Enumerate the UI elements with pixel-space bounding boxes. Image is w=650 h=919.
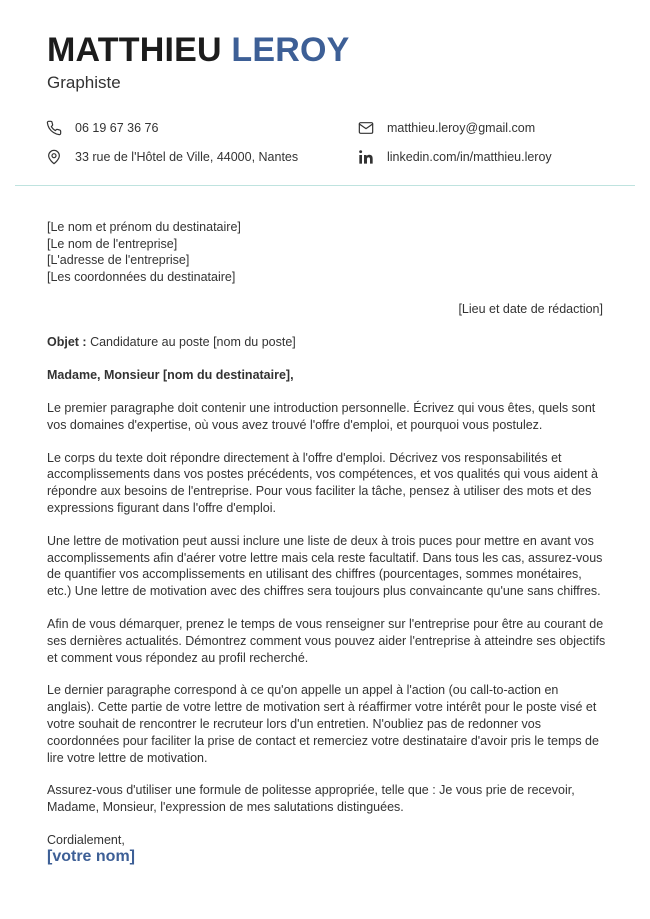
last-name: LEROY (231, 31, 350, 69)
header (47, 30, 350, 93)
paragraph-call-to-action: Le dernier paragraphe correspond à ce qu'on appelle un appel à l'action (ou call-to-action en anglais). Cette partie de votre lettre de motivation sert à réaffirmer votre intérêt pour le poste visé et votre souhait de rencontrer le recruteur lors d'un entretien. N'oubliez pas de redonner vos coordonnées pour faciliter la prise de contact et remerciez votre destinataire d'avoir pris le temps de lire votre lettre de motivation. (47, 683, 599, 765)
job-title: Graphiste (47, 73, 121, 92)
recipient-block (47, 219, 241, 285)
linkedin-text[interactable]: linkedin.com/in/matthieu.leroy (387, 150, 552, 164)
recipient-name: [Le nom et prénom du destinataire] (47, 220, 241, 234)
salutation: Madame, Monsieur [nom du destinataire], (47, 368, 294, 382)
recipient-company-address: [L'adresse de l'entreprise] (47, 253, 190, 267)
paragraph-politeness: Assurez-vous d'utiliser une formule de politesse appropriée, telle que : Je vous prie de recevoir, Madame, Monsieur, l'expression de mes salutations distinguées. (47, 783, 575, 815)
signature: [votre nom] (47, 848, 135, 865)
contact-email (358, 120, 535, 136)
mail-icon (358, 120, 374, 136)
object-line (47, 335, 296, 349)
email-text[interactable]: matthieu.leroy@gmail.com (387, 121, 536, 135)
contact-linkedin (358, 149, 552, 165)
paragraph-accomplishments: Une lettre de motivation peut aussi inclure une liste de deux à trois puces pour mettre en avant vos accomplissements afin d'aérer votre lettre mais cela reste facultatif. Dans tous les cas, assurez-vous de quantifier vos accomplissements en utilisant des chiffres (pourcentages, sommes monétaires, etc.) Une lettre de motivation avec des chiffres sera toujours plus convaincante qu'une sans chiffres. (47, 533, 603, 599)
first-name: MATTHIEU (47, 31, 222, 69)
letter-body (47, 400, 607, 865)
paragraph-intro: Le premier paragraphe doit contenir une introduction personnelle. Écrivez qui vous êtes, quels sont vos domaines d'expertise, où vous avez trouvé l'offre d'emploi, et pourquoi vous postulez. (47, 401, 596, 432)
contact-phone (46, 120, 158, 136)
object-text: Candidature au poste [nom du poste] (86, 335, 296, 349)
paragraph-research: Afin de vous démarquer, prenez le temps de vous renseigner sur l'entreprise pour être au courant de ses dernières actualités. Démontrez comment vous pouvez aider l'entreprise à atteindre ses objectifs et comment vous répondez au profil recherché. (47, 616, 606, 665)
contact-address (46, 149, 298, 165)
date-place: [Lieu et date de rédaction] (458, 302, 603, 316)
recipient-company: [Le nom de l'entreprise] (47, 236, 178, 251)
recipient-contact: [Les coordonnées du destinataire] (47, 269, 236, 284)
address-text: 33 rue de l'Hôtel de Ville, 44000, Nantes (75, 150, 299, 164)
linkedin-icon (358, 149, 374, 165)
full-name (47, 30, 350, 70)
phone-text: 06 19 67 36 76 (75, 121, 159, 135)
location-pin-icon (46, 149, 62, 165)
phone-icon (46, 120, 62, 136)
paragraph-body: Le corps du texte doit répondre directement à l'offre d'emploi. Décrivez vos responsabilités et accomplissements dans vos postes précédents, vos compétences, et vos qualités qui vous aident à répondre aux besoins de l'entreprise. Pour vous faciliter la tâche, pensez à utiliser des mots et des expressions figurant dans l'offre d'emploi. (47, 450, 598, 515)
closing: Cordialement, (47, 832, 125, 847)
header-divider (15, 185, 635, 186)
object-label: Objet : (47, 335, 87, 349)
